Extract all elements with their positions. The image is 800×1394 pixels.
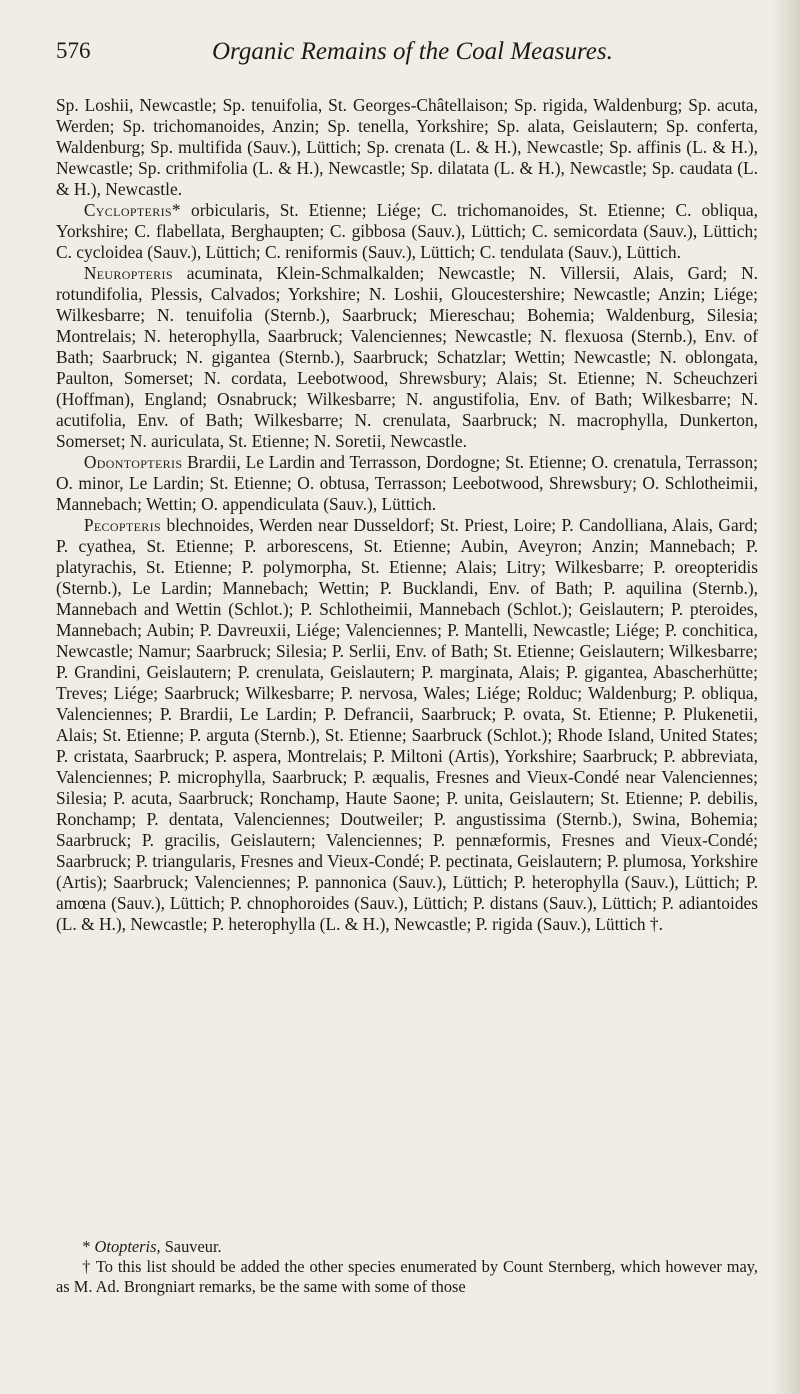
genus-label: Odontopteris — [83, 452, 183, 472]
genus-label: Cyclopteris* — [83, 200, 181, 220]
footnote-term: Otopteris, — [94, 1237, 161, 1256]
footnote-marker: * — [82, 1237, 91, 1256]
footnote-text: To this list should be added the other species enumerated by Count Sternberg, which however may, as M. Ad. Brongniart remarks, be the same with some of those — [56, 1257, 758, 1296]
paragraph-text: Brardii, Le Lardin and Terrasson, Dordogne; St. Etienne; O. crenatula, Terrasson; O. minor, Le Lardin; St. Etienne; O. obtusa, Terrasson; Leebotwood, Shrewsbury; O. Schlotheimii, Mannebach; Wettin; O. appendiculata (Sauv.), Lüttich. — [56, 452, 758, 514]
footnote-marker: † — [82, 1257, 92, 1276]
paragraph-pecopteris — [56, 515, 758, 935]
paragraph-text: blechnoides, Werden near Dusseldorf; St. Priest, Loire; P. Candolliana, Alais, Gard; P. cyathea, St. Etienne; P. arborescens, St. Etienne; Aubin, Aveyron; Anzin; Mannebach; P. platyrachis, St. Etienne; P. polymorpha, St. Etienne; Alais; Litry; Wilkesbarre; P. oreopteridis (Sternb.), Le Lardin; Mannebach; Wettin; P. Bucklandi, Env. of Bath; P. aquilina (Sternb.), Mannebach and Wettin (Schlot.); P. Schlotheimii, Mannebach (Schlot.); Geislautern; P. pteroides, Mannebach; Aubin; P. Davreuxii, Liége; Valenciennes; P. Mantelli, Newcastle; Liége; P. conchitica, Newcastle; Namur; Saarbruck; Silesia; P. Serlii, Env. of Bath; St. Etienne; Geislautern; Wilkesbarre; P. Grandini, Geislautern; P. crenulata, Geislautern; P. marginata, Alais; P. gigantea, Abascherhütte; Treves; Liége; Saarbruck; Wilkesbarre; P. nervosa, Wales; Liége; Rolduc; Waldenburg; P. obliqua, Valenciennes; P. Brardii, Le Lardin; P. Defrancii, Saarbruck; P. ovata, St. Etienne; P. Plukenetii, Alais; St. Etienne; P. arguta (Sternb.), St. Etienne; Saarbruck (Schlot.); Rhode Island, United States; P. cristata, Saarbruck; P. aspera, Montrelais; P. Miltoni (Artis), Yorkshire; Saarbruck; P. abbreviata, Valenciennes; P. microphylla, Saarbruck; P. æqualis, Fresnes and Vieux-Condé near Valenciennes; Silesia; P. acuta, Saarbruck; Ronchamp, Haute Saone; P. unita, Geislautern; St. Etienne; P. debilis, Ronchamp; P. dentata, Valenciennes; Doutweiler; P. angustissima (Sternb.), Swina, Bohemia; Saarbruck; P. gracilis, Geislautern; Valenciennes; P. pennæformis, Fresnes and Vieux-Condé; Saarbruck; P. triangularis, Fresnes and Vieux-Condé; P. pectinata, Geislautern; P. plumosa, Yorkshire (Artis); Saarbruck; Valenciennes; P. pannonica (Sauv.), Lüttich; P. heterophylla (Sauv.), Lüttich; P. amœna (Sauv.), Lüttich; P. chnophoroides (Sauv.), Lüttich; P. distans (Sauv.), Lüttich; P. adiantoides (L. & H.), Newcastle; P. heterophylla (L. & H.), Newcastle; P. rigida (Sauv.), Lüttich †. — [56, 515, 758, 934]
paragraph-text: acuminata, Klein-Schmalkalden; Newcastle; N. Villersii, Alais, Gard; N. rotundifolia, Plessis, Calvados; Yorkshire; N. Loshii, Gloucestershire; Newcastle; Anzin; Liége; Wilkesbarre; N. tenuifolia (Sternb.), Saarbruck; Miereschau; Bohemia; Waldenburg, Silesia; Montrelais; N. heterophylla, Saarbruck; Valenciennes; Newcastle; N. flexuosa (Sternb.), Env. of Bath; Saarbruck; N. gigantea (Sternb.), Saarbruck; Schatzlar; Wettin; Newcastle; N. oblongata, Paulton, Somerset; N. cordata, Leebotwood, Shrewsbury; Alais; St. Etienne; N. Scheuchzeri (Hoffman), England; Osnabruck; Wilkesbarre; N. angustifolia, Env. of Bath; Wilkesbarre; N. acutifolia, Env. of Bath; Wilkesbarre; N. crenulata, Saarbruck; N. macrophylla, Dunkerton, Somerset; N. auriculata, St. Etienne; N. Soretii, Newcastle. — [56, 263, 758, 451]
genus-label: Neuropteris — [83, 263, 173, 283]
footnotes — [56, 1237, 758, 1297]
paragraph-text: Sp. Loshii, Newcastle; Sp. tenuifolia, St. Georges-Châtellaison; Sp. rigida, Waldenburg; Sp. acuta, Werden; Sp. trichomanoides, Anzin; Sp. tenella, Yorkshire; Sp. alata, Geislautern; Sp. conferta, Waldenburg; Sp. multifida (Sauv.), Lüttich; Sp. crenata (L. & H.), Newcastle; Sp. affinis (L. & H.), Newcastle; Sp. crithmifolia (L. & H.), Newcastle; Sp. dilatata (L. & H.), Newcastle; Sp. caudata (L. & H.), Newcastle. — [56, 95, 758, 199]
paragraph-neuropteris — [56, 263, 758, 452]
paragraph-cyclopteris — [56, 200, 758, 263]
paragraph-odontopteris — [56, 452, 758, 515]
paragraph-sphenopteris-continued — [56, 95, 758, 200]
main-text — [56, 95, 758, 935]
footnote-text: Sauveur. — [164, 1237, 222, 1256]
paragraph-text: orbicularis, St. Etienne; Liége; C. trichomanoides, St. Etienne; C. obliqua, Yorkshire; C. flabellata, Berghaupten; C. gibbosa (Sauv.), Lüttich; C. semicordata (Sauv.), Lüttich; C. cycloidea (Sauv.), Lüttich; C. reniformis (Sauv.), Lüttich; C. tendulata (Sauv.), Lüttich. — [56, 200, 758, 262]
page-number: 576 — [56, 38, 91, 63]
genus-label: Pecopteris — [83, 515, 161, 535]
footnote — [56, 1257, 758, 1297]
page-header — [56, 38, 756, 70]
footnote — [56, 1237, 758, 1257]
page-edge-shadow — [772, 0, 800, 1394]
running-title: Organic Remains of the Coal Measures. — [212, 38, 613, 65]
